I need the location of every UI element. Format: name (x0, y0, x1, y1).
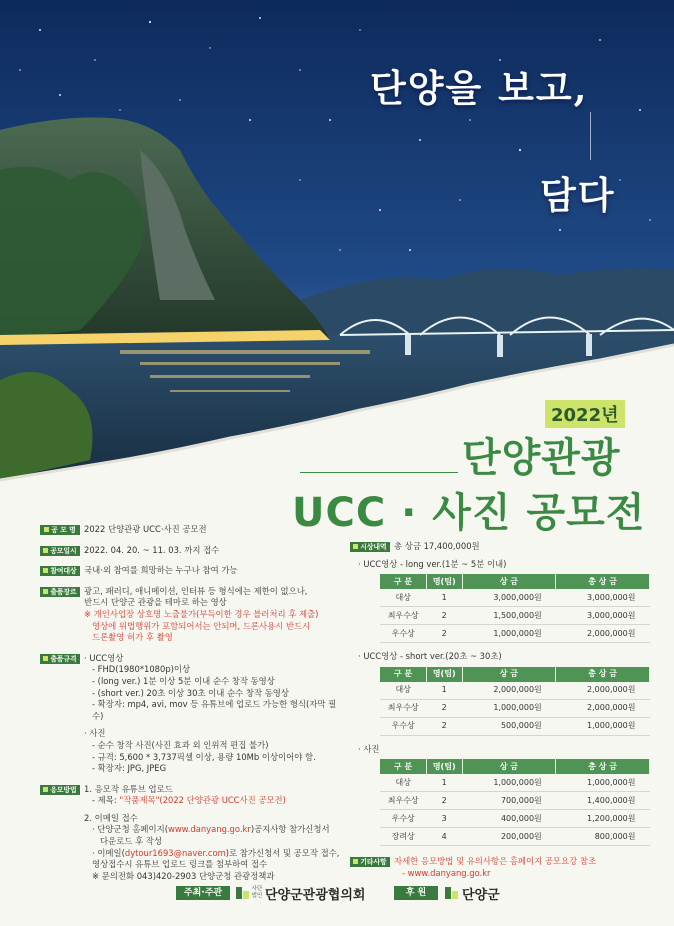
prize-cell: 3,000,000원 (556, 607, 650, 625)
prize-cell: 1,500,000원 (462, 607, 556, 625)
slogan-divider (590, 112, 591, 160)
prize-cell: 3,000,000원 (556, 589, 650, 607)
prize-row (380, 828, 650, 846)
info-row-field (40, 586, 340, 644)
prize-cell: 2 (426, 699, 462, 717)
prize-cell: 500,000원 (462, 717, 556, 735)
slogan-line1: 단양을 보고, (370, 66, 589, 110)
spec-photo3: - 확장자: JPG, JPEG (92, 763, 167, 774)
prize-cell: 200,000원 (462, 828, 556, 846)
sponsor-logo-icon (444, 886, 460, 900)
year-badge: 2022년 (545, 400, 625, 428)
contest-info (40, 524, 340, 891)
host-org: 단양군관광협의회 (265, 888, 366, 903)
prize-cell: 장려상 (380, 828, 426, 846)
sponsor-tag: 후 원 (394, 886, 438, 900)
prize-cell: 우수상 (380, 810, 426, 828)
prize-cell: 대상 (380, 774, 426, 792)
prize-table (380, 574, 650, 643)
homepage-link[interactable]: www.danyang.go.kr (167, 824, 251, 835)
field-line1: 광고, 패러디, 애니메이션, 인터뷰 등 형식에는 제한이 없으나, (84, 585, 308, 596)
title-line2: UCC · 사진 공모전 (292, 490, 646, 536)
prize-table-header: 총 상 금 (556, 667, 650, 682)
info-row-period (40, 545, 340, 557)
prize-row (380, 589, 650, 607)
period-text: 2022. 04. 20. ~ 11. 03. 까지 접수 (84, 544, 220, 555)
etc-line1: 자세한 응모방법 및 유의사항은 홈페이지 공모요강 참조 (394, 856, 597, 867)
prize-cell: 최우수상 (380, 699, 426, 717)
prize-cell: 3,000,000원 (462, 589, 556, 607)
prize-group-title: · UCC영상 - long ver.(1분 ~ 5분 이내) (358, 558, 507, 569)
prize-groups (350, 559, 660, 847)
prize-table-header: 구 분 (380, 667, 426, 682)
prize-cell: 2,000,000원 (556, 625, 650, 643)
tag-field: 출품장르 (40, 587, 80, 597)
prize-cell: 1 (426, 589, 462, 607)
spec-photo2: - 규격: 5,600 * 3,737픽셀 이상, 용량 10Mb 이상이어야 함. (92, 751, 316, 762)
etc-link[interactable]: - www.danyang.go.kr (402, 867, 491, 878)
tag-etc: 기타사항 (350, 857, 390, 867)
prize-cell: 1 (426, 774, 462, 792)
tag-spec: 출품규격 (40, 654, 80, 664)
prize-cell: 700,000원 (462, 792, 556, 810)
prize-table-header: 명(팀) (426, 759, 462, 774)
prize-cell: 2 (426, 625, 462, 643)
host-logo-icon (235, 886, 251, 900)
prize-cell: 1,400,000원 (556, 792, 650, 810)
prize-cell: 2,000,000원 (556, 682, 650, 700)
email-link[interactable]: dytour1693@naver.com (124, 847, 226, 858)
field-note3: 드론촬영 허가 후 촬영 (92, 632, 173, 643)
prize-cell: 1,000,000원 (556, 774, 650, 792)
prize-cell: 1,200,000원 (556, 810, 650, 828)
prize-cell: 2 (426, 607, 462, 625)
prize-cell: 최우수상 (380, 607, 426, 625)
method-step1-prefix: - 제목: (92, 795, 120, 806)
info-row-name (40, 524, 340, 536)
tag-period: 공모일시 (40, 546, 80, 556)
method-contact: ※ 문의전화 043)420-2903 단양군청 관광정책과 (92, 870, 275, 881)
title-rule (300, 472, 458, 473)
method-step2a-suffix: )공지사항 참가신청서 (250, 824, 330, 835)
prize-cell: 2,000,000원 (556, 699, 650, 717)
prize-header (350, 541, 660, 553)
prize-cell: 1,000,000원 (556, 717, 650, 735)
prize-cell: 대상 (380, 682, 426, 700)
spec-ucc1: - FHD(1980*1080p)이상 (92, 664, 191, 675)
prize-cell: 최우수상 (380, 792, 426, 810)
etc-section (350, 856, 660, 879)
prize-table (380, 667, 650, 736)
prize-table-header: 상 금 (462, 759, 556, 774)
host-tag: 주최·주관 (176, 886, 230, 900)
prize-row (380, 792, 650, 810)
prize-section (350, 541, 660, 880)
method-step2a-prefix: · 단양군청 홈페이지( (92, 824, 168, 835)
prize-cell: 1 (426, 682, 462, 700)
field-note1: ※ 개인사업장 상호명 노출불가(부득이한 경우 블러처리 후 제출) (84, 608, 319, 619)
prize-row (380, 682, 650, 700)
prize-group-title: · 사진 (358, 743, 380, 754)
spec-ucc3: - (short ver.) 20초 이상 30초 이내 순수 창작 동영상 (92, 687, 289, 698)
host-small-label: 사단 법인 (251, 886, 263, 899)
prize-table-header: 상 금 (462, 574, 556, 589)
prize-row (380, 625, 650, 643)
title-line1: 단양관광 (462, 435, 621, 481)
prize-table-header: 명(팀) (426, 667, 462, 682)
prize-cell: 우수상 (380, 625, 426, 643)
prize-cell: 대상 (380, 589, 426, 607)
footer (0, 884, 674, 906)
prize-cell: 1,000,000원 (462, 625, 556, 643)
prize-cell: 400,000원 (462, 810, 556, 828)
prize-cell: 3 (426, 810, 462, 828)
spec-photo1: - 순수 창작 사진(사진 효과 외 인위적 편집 불가) (92, 739, 269, 750)
prize-cell: 우수상 (380, 717, 426, 735)
tag-name: 공 모 명 (40, 525, 80, 535)
target-text: 국내·외 참여를 희망하는 누구나 참여 가능 (84, 565, 238, 576)
prize-cell: 1,000,000원 (462, 774, 556, 792)
prize-cell: 2,000,000원 (462, 682, 556, 700)
field-note2: 영상에 위법행위가 포함되어서는 안되며, 드론사용시 반드시 (92, 620, 311, 631)
prize-table-header: 총 상 금 (556, 574, 650, 589)
prize-cell: 800,000원 (556, 828, 650, 846)
tag-target: 참여대상 (40, 566, 80, 576)
prize-cell: 1,000,000원 (462, 699, 556, 717)
info-row-spec (40, 653, 340, 775)
sponsor-org: 단양군 (462, 888, 500, 903)
prize-row (380, 717, 650, 735)
spec-photo-title: · 사진 (84, 728, 106, 739)
prize-table-header: 상 금 (462, 667, 556, 682)
method-step2a-line2: 다운로드 후 작성 (100, 836, 162, 847)
prize-row (380, 607, 650, 625)
method-step1: 1. 응모작 유튜브 업로드 (84, 783, 173, 794)
info-row-target (40, 565, 340, 577)
prize-cell: 4 (426, 828, 462, 846)
prize-table-header: 총 상 금 (556, 759, 650, 774)
prize-cell: 2 (426, 792, 462, 810)
prize-table (380, 759, 650, 846)
prize-group-title: · UCC영상 - short ver.(20초 ~ 30초) (358, 651, 502, 662)
prize-row (380, 774, 650, 792)
spec-ucc4: - 확장자: mp4, avi, mov 등 유튜브에 업로드 가능한 형식(자막 필수) (92, 699, 337, 721)
prize-row (380, 699, 650, 717)
prize-table-header: 명(팀) (426, 574, 462, 589)
method-step2b-suffix: )로 참가신청서 및 공모작 접수, (225, 847, 340, 858)
method-step2: 2. 이메일 접수 (84, 812, 138, 823)
prize-table-header: 구 분 (380, 759, 426, 774)
spec-ucc2: - (long ver.) 1분 이상 5분 이내 순수 창작 동영상 (92, 675, 275, 686)
info-row-method (40, 784, 340, 883)
method-step1-title-format: "작품제목"(2022 단양관광 UCC사진 공모전) (119, 795, 286, 806)
method-step2b-prefix: · 이메일( (92, 847, 125, 858)
tag-method: 응모방법 (40, 785, 80, 795)
spec-ucc-title: · UCC영상 (84, 652, 124, 663)
prize-cell: 2 (426, 717, 462, 735)
prize-row (380, 810, 650, 828)
prize-table-header: 구 분 (380, 574, 426, 589)
field-line2: 반드시 단양군 관광을 테마로 하는 영상 (84, 597, 227, 608)
name-text: 2022 단양관광 UCC·사진 공모전 (84, 524, 207, 534)
slogan-line2: 담다 (540, 173, 616, 217)
tag-prize: 시상내역 (350, 542, 390, 552)
prize-total: 총 상금 17,400,000원 (394, 541, 480, 551)
method-step2b-line2: 영상접수시 유튜브 업로드 링크를 첨부하여 접수 (92, 859, 268, 870)
